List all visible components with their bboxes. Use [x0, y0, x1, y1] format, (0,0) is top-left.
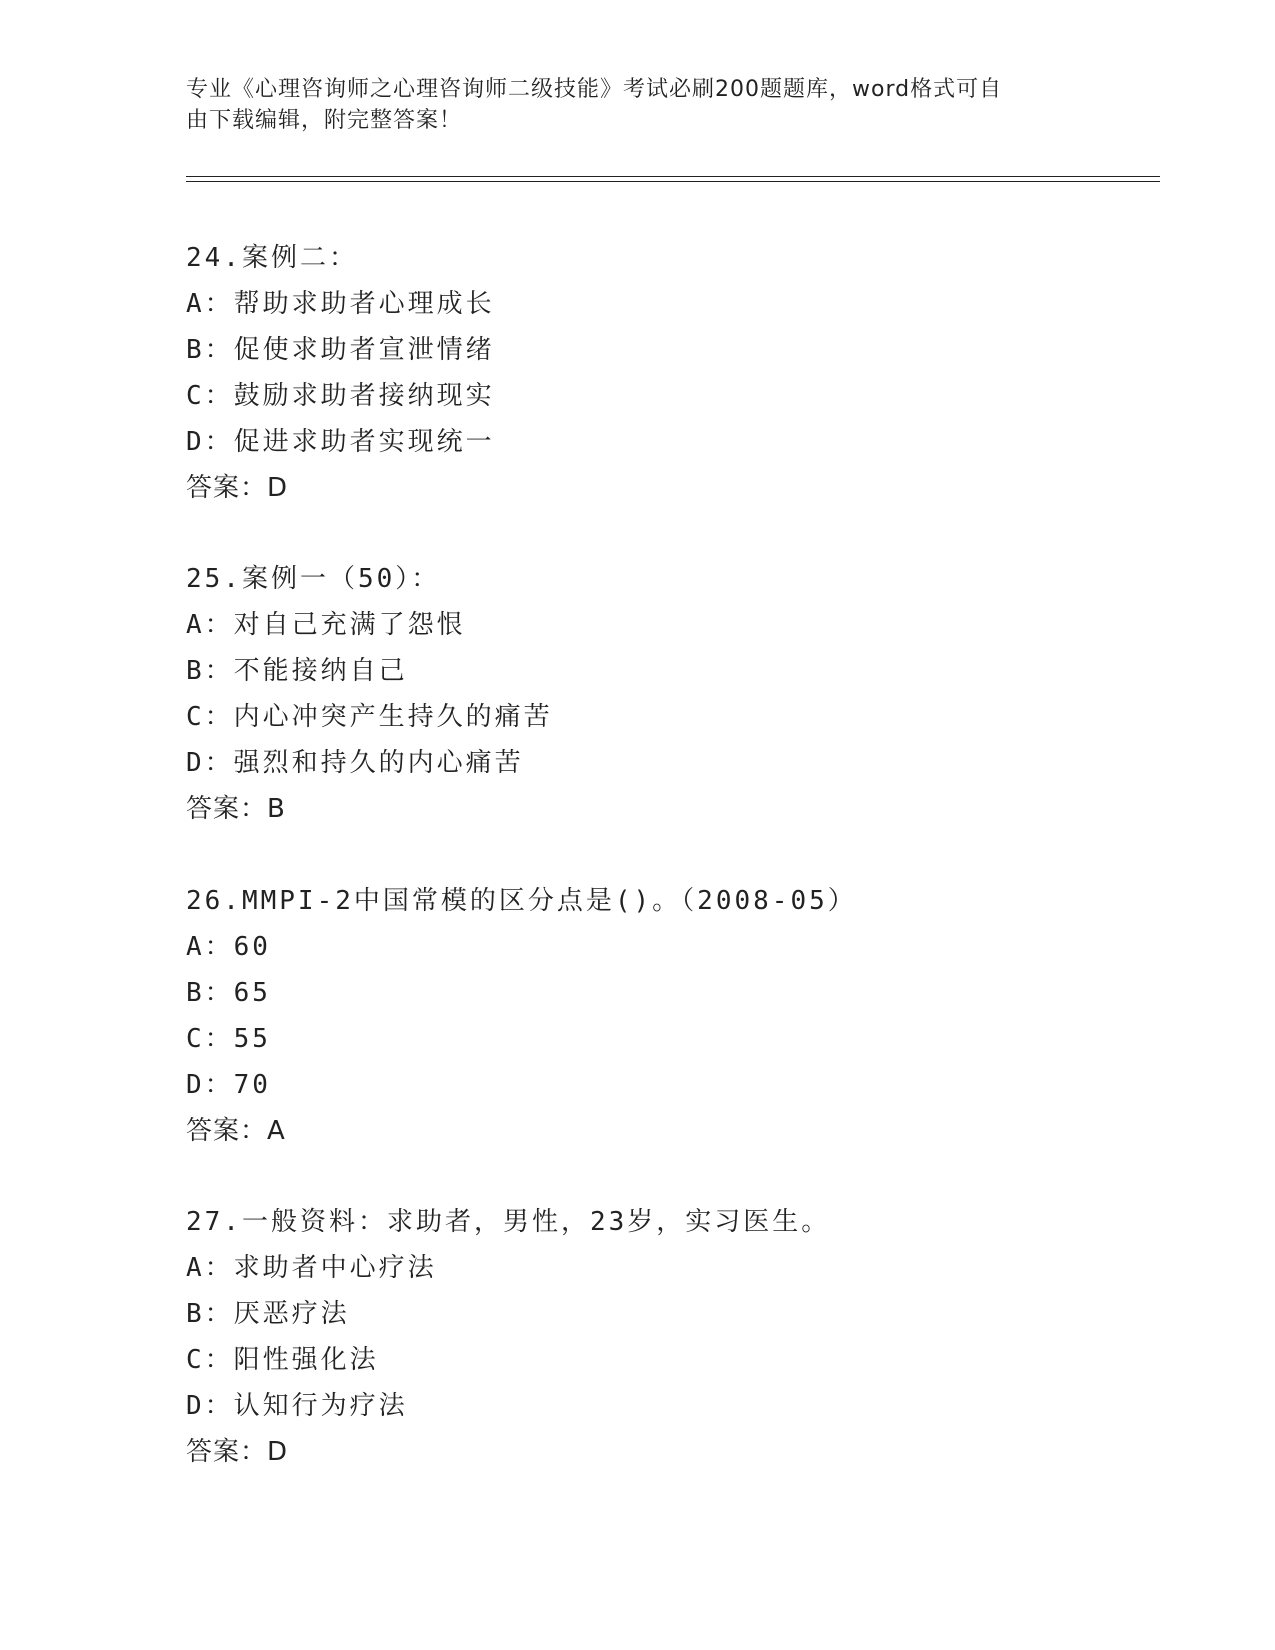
option-b: B：厌恶疗法 — [186, 1299, 350, 1329]
question-24 — [186, 235, 1146, 511]
header-line-2: 由下载编辑，附完整答案！ — [186, 108, 463, 133]
question-stem: 27.一般资料：求助者，男性，23岁，实习医生。 — [186, 1207, 831, 1237]
question-stem: 25.案例一（50）： — [186, 564, 441, 594]
option-c: C：内心冲突产生持久的痛苦 — [186, 702, 553, 732]
option-b: B：促使求助者宣泄情绪 — [186, 335, 495, 365]
option-d: D：促进求助者实现统一 — [186, 427, 495, 457]
option-d: D：强烈和持久的内心痛苦 — [186, 748, 524, 778]
option-a: A：60 — [186, 932, 271, 962]
question-stem: 24.案例二： — [186, 243, 358, 273]
question-25 — [186, 556, 1146, 832]
option-a: A：对自己充满了怨恨 — [186, 610, 466, 640]
answer-line: 答案：D — [186, 473, 289, 503]
option-c: C：阳性强化法 — [186, 1345, 379, 1375]
question-27 — [186, 1199, 1146, 1475]
header-divider-top — [186, 176, 1160, 177]
option-b: B：不能接纳自己 — [186, 656, 408, 686]
answer-line: 答案：D — [186, 1437, 289, 1467]
question-stem: 26.MMPI-2中国常模的区分点是()。（2008-05） — [186, 886, 857, 916]
option-c: C：55 — [186, 1024, 271, 1054]
option-a: A：帮助求助者心理成长 — [186, 289, 495, 319]
option-c: C：鼓励求助者接纳现实 — [186, 381, 495, 411]
option-a: A：求助者中心疗法 — [186, 1253, 437, 1283]
option-d: D：认知行为疗法 — [186, 1391, 408, 1421]
document-header — [186, 74, 1066, 136]
question-26 — [186, 878, 1146, 1154]
option-d: D：70 — [186, 1070, 271, 1100]
header-divider-bottom — [186, 181, 1160, 182]
option-b: B：65 — [186, 978, 271, 1008]
header-line-1: 专业《心理咨询师之心理咨询师二级技能》考试必刷200题题库，word格式可自 — [186, 77, 1003, 102]
answer-line: 答案：B — [186, 794, 286, 824]
answer-line: 答案：A — [186, 1116, 286, 1146]
